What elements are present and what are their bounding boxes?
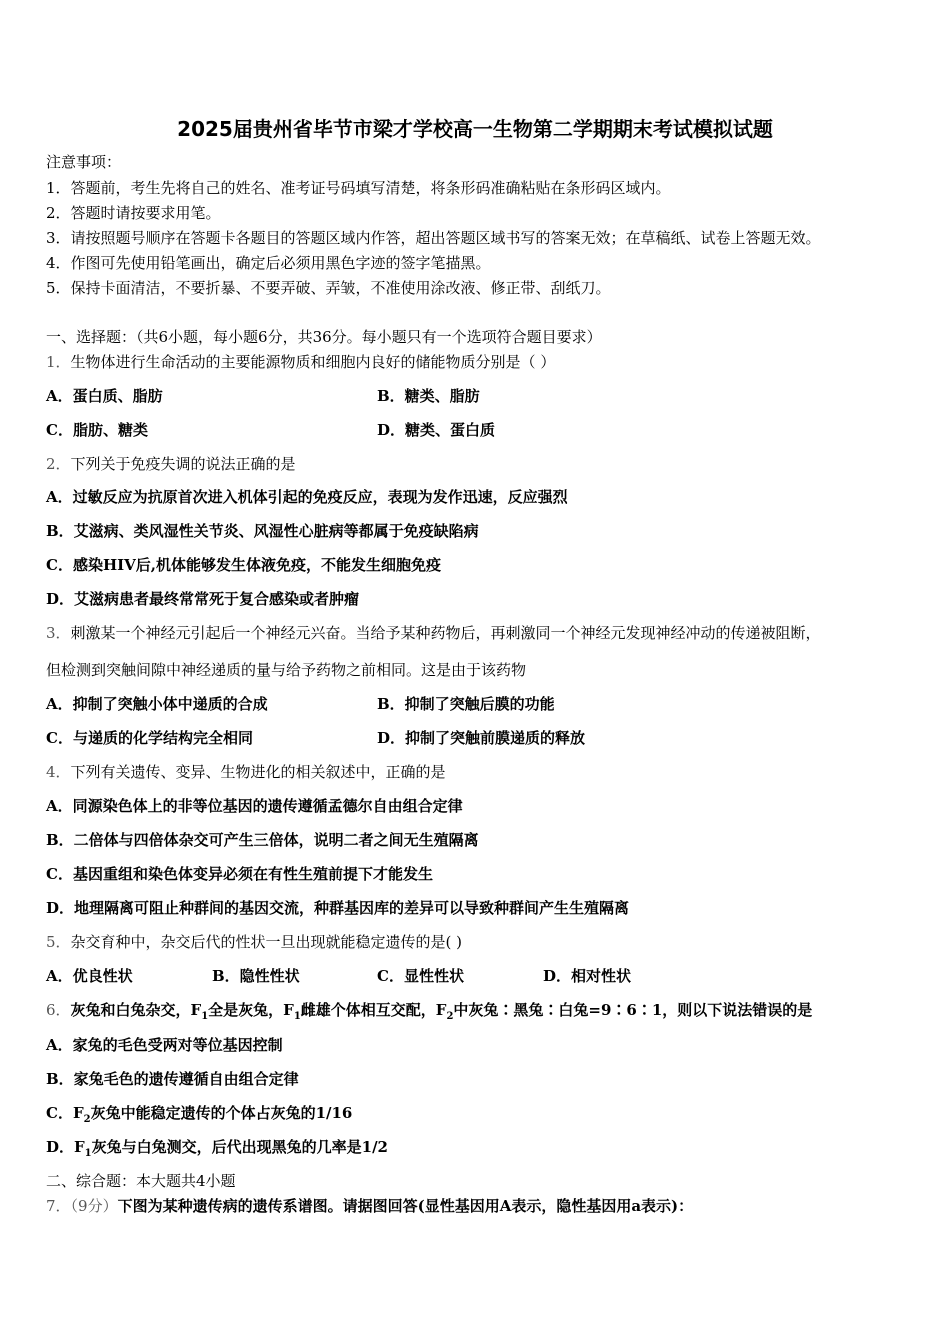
option-b: B．隐性性状 <box>212 967 300 985</box>
option-text: 灰兔中能稳定遗传的个体占灰兔的1/16 <box>90 1104 353 1122</box>
notice-item: 2．答题时请按要求用笔。 <box>46 204 221 222</box>
option-a: A．同源染色体上的非等位基因的遗传遵循孟德尔自由组合定律 <box>46 797 463 815</box>
notice-item: 1．答题前，考生先将自己的姓名、准考证号码填写清楚，将条形码准确粘贴在条形码区域内。 <box>46 179 671 197</box>
question-text: 杂交育种中，杂交后代的性状一旦出现就能稳定遗传的是( ) <box>70 933 463 951</box>
question-number: 5． <box>46 933 71 951</box>
question-number: 6． <box>46 1001 71 1019</box>
option-a: A．抑制了突触小体中递质的合成 <box>46 695 268 713</box>
subscript: 1 <box>293 1011 301 1022</box>
option-text: D．F <box>46 1138 85 1156</box>
question-number: 7． <box>46 1197 71 1215</box>
option-a: A．优良性状 <box>46 967 133 985</box>
question-7 <box>46 1196 693 1216</box>
option-c: C．与递质的化学结构完全相同 <box>46 729 253 747</box>
option-d <box>46 1137 388 1164</box>
notice-item: 5．保持卡面清洁，不要折暴、不要弄破、弄皱，不准使用涂改液、修正带、刮纸刀。 <box>46 279 611 297</box>
question-2 <box>46 454 296 474</box>
option-a: A．过敏反应为抗原首次进入机体引起的免疫反应，表现为发作迅速，反应强烈 <box>46 488 568 506</box>
section-heading-choice: 一、选择题：（共6小题，每小题6分，共36分。每小题只有一个选项符合题目要求） <box>46 328 602 346</box>
subscript: 1 <box>84 1148 92 1159</box>
question-text: 下图为某种遗传病的遗传系谱图。请据图回答(显性基因用A表示，隐性基因用a表示)： <box>117 1197 694 1215</box>
question-5 <box>46 932 462 952</box>
question-text: 全是灰兔，F <box>208 1001 294 1019</box>
question-text: 灰兔和白兔杂交，F <box>70 1001 202 1019</box>
option-c: C．脂肪、糖类 <box>46 421 148 439</box>
question-number: 2． <box>46 455 71 473</box>
question-3 <box>46 623 821 643</box>
option-c <box>46 1103 352 1130</box>
page-title: 2025届贵州省毕节市梁才学校高一生物第二学期期末考试模拟试题 <box>177 117 773 141</box>
section-heading-comprehensive: 二、综合题：本大题共4小题 <box>46 1172 236 1190</box>
option-d: D．抑制了突触前膜递质的释放 <box>377 729 586 747</box>
option-b: B．抑制了突触后膜的功能 <box>377 695 555 713</box>
option-b: B．糖类、脂肪 <box>377 387 480 405</box>
option-b: B．二倍体与四倍体杂交可产生三倍体，说明二者之间无生殖隔离 <box>46 831 479 849</box>
option-text: 灰兔与白兔测交，后代出现黑兔的几率是1/2 <box>91 1138 388 1156</box>
question-text: 下列关于免疫失调的说法正确的是 <box>70 455 296 473</box>
question-text-continued: 但检测到突触间隙中神经递质的量与给予药物之前相同。这是由于该药物 <box>46 661 527 679</box>
option-b: B．家兔毛色的遗传遵循自由组合定律 <box>46 1070 299 1088</box>
subscript: 2 <box>446 1011 454 1022</box>
notice-item: 3．请按照题号顺序在答题卡各题目的答题区域内作答，超出答题区域书写的答案无效；在草稿纸、试卷上答题无效。 <box>46 229 821 247</box>
option-c: C．感染HIV后,机体能够发生体液免疫，不能发生细胞免疫 <box>46 556 441 574</box>
subscript: 1 <box>201 1011 209 1022</box>
question-text: 中灰兔∶黑兔∶白兔=9∶6∶1，则以下说法错误的是 <box>453 1001 813 1019</box>
question-number: 3． <box>46 624 71 642</box>
question-4 <box>46 762 446 782</box>
option-d: D．艾滋病患者最终常常死于复合感染或者肿瘤 <box>46 590 360 608</box>
question-text: 下列有关遗传、变异、生物进化的相关叙述中，正确的是 <box>70 763 446 781</box>
option-text: C．F <box>46 1104 84 1122</box>
option-d: D．糖类、蛋白质 <box>377 421 496 439</box>
option-a: A．家兔的毛色受两对等位基因控制 <box>46 1036 283 1054</box>
notice-item: 4．作图可先使用铅笔画出，确定后必须用黑色字迹的签字笔描黑。 <box>46 254 491 272</box>
option-d: D．地理隔离可阻止种群间的基因交流，种群基因库的差异可以导致种群间产生生殖隔离 <box>46 899 630 917</box>
option-a: A．蛋白质、脂肪 <box>46 387 163 405</box>
question-text: 雌雄个体相互交配，F <box>300 1001 447 1019</box>
question-text: 刺激某一个神经元引起后一个神经元兴奋。当给予某种药物后，再刺激同一个神经元发现神经冲动的传递被阻断， <box>70 624 821 642</box>
subscript: 2 <box>83 1114 91 1125</box>
option-d: D．相对性状 <box>543 967 632 985</box>
option-b: B．艾滋病、类风湿性关节炎、风湿性心脏病等都属于免疫缺陷病 <box>46 522 479 540</box>
question-score: （9分） <box>70 1197 118 1215</box>
option-c: C．显性性状 <box>377 967 464 985</box>
question-number: 1． <box>46 353 71 371</box>
question-text: 生物体进行生命活动的主要能源物质和细胞内良好的储能物质分别是（ ） <box>70 353 556 371</box>
notice-heading: 注意事项： <box>46 153 122 171</box>
question-number: 4． <box>46 763 71 781</box>
question-6 <box>46 1000 812 1027</box>
question-1 <box>46 352 555 372</box>
option-c: C．基因重组和染色体变异必须在有性生殖前提下才能发生 <box>46 865 433 883</box>
